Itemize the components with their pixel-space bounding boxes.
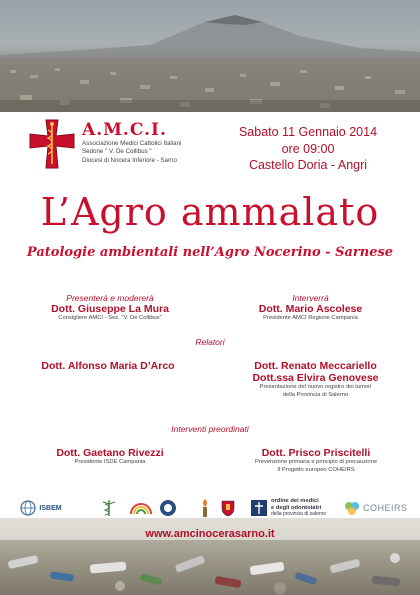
preordinato-right-affiliation-2: Il Progetto europeo COHEIRS xyxy=(277,466,355,473)
poster-title: L’Agro ammalato xyxy=(40,190,380,234)
relatori-heading: Relatori xyxy=(195,337,225,347)
relatore-right-affiliation-2: della Provincia di Salerno xyxy=(282,391,349,398)
relatore-right xyxy=(228,360,403,399)
org-line: Associazione Medici Cattolici Italiani xyxy=(82,140,182,147)
event-info xyxy=(218,124,398,174)
moderator-role: Presenterà e modererà xyxy=(66,293,154,303)
relatore-right-name-1: Dott. Renato Meccariello xyxy=(254,360,377,372)
coheirs-logo xyxy=(344,496,412,520)
intervener-affiliation: Presidente AMCI Regione Campania xyxy=(263,315,358,321)
website-link[interactable]: www.amcinocerasarno.it xyxy=(145,528,275,540)
relatore-left xyxy=(18,360,198,372)
ordine-line-1: ordine dei medici xyxy=(271,498,319,505)
intervener-block xyxy=(228,293,393,323)
org-name: A.M.C.I. xyxy=(82,120,167,140)
ordine-emblem-icon xyxy=(250,499,268,517)
caduceus-logo xyxy=(98,496,120,520)
sponsor-logos xyxy=(0,496,420,520)
event-place: Castello Doria - Angri xyxy=(248,158,368,172)
org-line: Sedone " V. De Collibus " xyxy=(82,148,152,156)
isbem-logo xyxy=(12,496,70,520)
poster-subtitle: Patologie ambientali nell’Agro Nocerino - Sarnese xyxy=(26,245,394,260)
ordine-medici-logo xyxy=(250,496,338,520)
shield-crest-logo xyxy=(220,496,236,520)
relatori-heading-block xyxy=(0,337,420,347)
moderator-block xyxy=(30,293,190,323)
ordine-line-2: e degli odontoiatri xyxy=(271,504,322,511)
isbem-globe-icon xyxy=(20,500,36,516)
relatore-right-name-2: Dott.ssa Elvira Genovese xyxy=(252,372,379,384)
amci-logo xyxy=(26,118,78,174)
preordinati-heading-block xyxy=(0,424,420,434)
isbem-label: ISBEM xyxy=(39,504,62,512)
preordinato-left xyxy=(25,447,195,467)
rainbow-logo xyxy=(128,496,154,520)
landscape-photo xyxy=(0,0,420,112)
circle-emblem-logo xyxy=(158,496,178,520)
moderator-name: Dott. Giuseppe La Mura xyxy=(51,303,169,315)
preordinati-heading: Interventi preordinati xyxy=(171,424,249,434)
relatore-right-affiliation-1: Presentazione del nuovo registro dei tumori xyxy=(259,384,372,390)
intervener-name: Dott. Mario Ascolese xyxy=(258,303,363,315)
event-date: Sabato 11 Gennaio 2014 xyxy=(238,125,378,139)
preordinato-right xyxy=(226,447,406,474)
coheirs-label: COHEIRS xyxy=(363,503,408,513)
org-line: Diocesi di Nocera Inferiore - Sarno xyxy=(82,156,177,164)
coheirs-leaf-icon xyxy=(344,500,360,516)
preordinato-left-name: Dott. Gaetano Rivezzi xyxy=(56,447,164,459)
ordine-line-3: della provincia di salerno xyxy=(271,511,327,518)
moderator-affiliation: Consigliere AMCI - Sez. "V. De Collibus" xyxy=(58,315,162,321)
preordinato-left-affiliation: Presidente ISDE Campania xyxy=(74,459,146,465)
preordinato-right-affiliation-1: Prevenzione primaria e principio di precauzione xyxy=(254,459,378,465)
org-block xyxy=(82,120,181,165)
intervener-role: Interverrà xyxy=(292,293,329,303)
relatore-left-name: Dott. Alfonso Maria D’Arco xyxy=(41,360,175,372)
preordinato-right-name: Dott. Prisco Priscitelli xyxy=(261,447,371,459)
torch-logo xyxy=(196,496,214,520)
event-time: ore 09:00 xyxy=(281,141,335,156)
